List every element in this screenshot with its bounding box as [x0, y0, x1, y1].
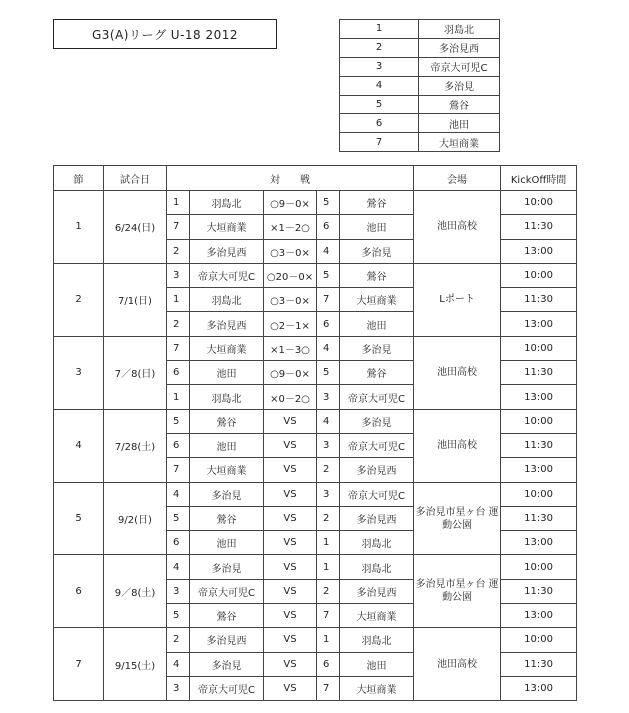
home-team-name: 多治見: [190, 555, 264, 579]
away-team-number: 1: [317, 531, 340, 555]
round-number: 7: [54, 628, 104, 701]
home-team-name: 鶯谷: [190, 506, 264, 530]
team-number: 2: [340, 38, 419, 57]
away-team-name: 多治見西: [340, 458, 414, 482]
match-date: 7/28(土): [104, 409, 167, 482]
match-score: VS: [264, 652, 317, 676]
kickoff-time: 10:00: [501, 263, 577, 287]
away-team-number: 3: [317, 482, 340, 506]
match-score: ○9－0×: [264, 191, 317, 215]
home-team-number: 3: [167, 263, 190, 287]
kickoff-time: 11:30: [501, 579, 577, 603]
match-score: ○3－0×: [264, 239, 317, 263]
away-team-number: 5: [317, 191, 340, 215]
kickoff-time: 13:00: [501, 458, 577, 482]
home-team-number: 2: [167, 239, 190, 263]
kickoff-time: 10:00: [501, 191, 577, 215]
away-team-name: 大垣商業: [340, 676, 414, 700]
home-team-name: 帝京大可児C: [190, 676, 264, 700]
venue: 池田高校: [414, 336, 501, 409]
away-team-name: 多治見西: [340, 579, 414, 603]
home-team-number: 2: [167, 628, 190, 652]
away-team-name: 大垣商業: [340, 604, 414, 628]
match-score: VS: [264, 433, 317, 457]
match-score: VS: [264, 579, 317, 603]
kickoff-time: 11:30: [501, 506, 577, 530]
match-score: VS: [264, 604, 317, 628]
away-team-name: 多治見: [340, 239, 414, 263]
header-row: [54, 166, 577, 191]
home-team-number: 5: [167, 409, 190, 433]
away-team-name: 羽島北: [340, 628, 414, 652]
legend-row: [340, 38, 500, 57]
header-match: 対 戦: [167, 166, 414, 191]
round-number: 5: [54, 482, 104, 555]
away-team-number: 5: [317, 361, 340, 385]
team-number: 6: [340, 114, 419, 133]
round-number: 6: [54, 555, 104, 628]
home-team-name: 大垣商業: [190, 215, 264, 239]
team-number: 1: [340, 20, 419, 39]
home-team-name: 大垣商業: [190, 336, 264, 360]
schedule-table: [53, 165, 577, 701]
legend-row: [340, 57, 500, 76]
away-team-name: 池田: [340, 215, 414, 239]
page-title: G3(A)リーグ U-18 2012: [53, 19, 277, 49]
away-team-number: 4: [317, 336, 340, 360]
home-team-number: 6: [167, 433, 190, 457]
match-row: [54, 263, 577, 287]
home-team-number: 1: [167, 191, 190, 215]
kickoff-time: 11:30: [501, 433, 577, 457]
home-team-name: 羽島北: [190, 191, 264, 215]
kickoff-time: 10:00: [501, 555, 577, 579]
legend-row: [340, 95, 500, 114]
match-score: VS: [264, 676, 317, 700]
match-score: VS: [264, 531, 317, 555]
away-team-name: 多治見: [340, 409, 414, 433]
kickoff-time: 13:00: [501, 604, 577, 628]
home-team-name: 帝京大可児C: [190, 263, 264, 287]
home-team-number: 2: [167, 312, 190, 336]
home-team-name: 羽島北: [190, 385, 264, 409]
home-team-number: 1: [167, 385, 190, 409]
match-score: ○2－1×: [264, 312, 317, 336]
kickoff-time: 11:30: [501, 361, 577, 385]
home-team-number: 4: [167, 555, 190, 579]
away-team-name: 池田: [340, 652, 414, 676]
away-team-name: 帝京大可児C: [340, 433, 414, 457]
away-team-name: 帝京大可児C: [340, 385, 414, 409]
team-name: 池田: [419, 114, 500, 133]
team-name: 大垣商業: [419, 133, 500, 152]
match-score: ×1－3○: [264, 336, 317, 360]
header-date: 試合日: [104, 166, 167, 191]
kickoff-time: 11:30: [501, 215, 577, 239]
away-team-number: 6: [317, 215, 340, 239]
team-number: 7: [340, 133, 419, 152]
home-team-name: 池田: [190, 531, 264, 555]
home-team-name: 鶯谷: [190, 604, 264, 628]
home-team-number: 7: [167, 458, 190, 482]
kickoff-time: 10:00: [501, 482, 577, 506]
away-team-number: 3: [317, 433, 340, 457]
match-score: ×0－2○: [264, 385, 317, 409]
kickoff-time: 13:00: [501, 676, 577, 700]
team-legend-table: [339, 19, 500, 152]
team-number: 5: [340, 95, 419, 114]
home-team-number: 3: [167, 579, 190, 603]
venue: 多治見市星ヶ台 運動公園: [414, 555, 501, 628]
match-row: [54, 191, 577, 215]
home-team-number: 7: [167, 215, 190, 239]
match-score: VS: [264, 482, 317, 506]
away-team-number: 7: [317, 288, 340, 312]
match-row: [54, 628, 577, 652]
round-number: 1: [54, 191, 104, 264]
header-kickoff: KickOff時間: [501, 166, 577, 191]
kickoff-time: 13:00: [501, 312, 577, 336]
home-team-name: 多治見: [190, 482, 264, 506]
away-team-name: 多治見西: [340, 506, 414, 530]
home-team-name: 帝京大可児C: [190, 579, 264, 603]
home-team-name: 多治見: [190, 652, 264, 676]
home-team-number: 6: [167, 531, 190, 555]
away-team-name: 鶯谷: [340, 361, 414, 385]
header-round: 節: [54, 166, 104, 191]
venue: 多治見市星ヶ台 運動公園: [414, 482, 501, 555]
match-date: 7／8(日): [104, 336, 167, 409]
home-team-number: 7: [167, 336, 190, 360]
legend-row: [340, 20, 500, 39]
away-team-number: 1: [317, 628, 340, 652]
team-name: 鶯谷: [419, 95, 500, 114]
legend-row: [340, 76, 500, 95]
home-team-number: 5: [167, 506, 190, 530]
match-score: ×1－2○: [264, 215, 317, 239]
kickoff-time: 11:30: [501, 652, 577, 676]
match-row: [54, 336, 577, 360]
away-team-number: 1: [317, 555, 340, 579]
kickoff-time: 13:00: [501, 239, 577, 263]
match-date: 9／8(土): [104, 555, 167, 628]
away-team-number: 7: [317, 604, 340, 628]
team-name: 帝京大可児C: [419, 57, 500, 76]
match-score: VS: [264, 555, 317, 579]
match-row: [54, 409, 577, 433]
away-team-name: 池田: [340, 312, 414, 336]
legend-row: [340, 133, 500, 152]
home-team-name: 羽島北: [190, 288, 264, 312]
away-team-name: 鶯谷: [340, 191, 414, 215]
kickoff-time: 13:00: [501, 385, 577, 409]
away-team-name: 帝京大可児C: [340, 482, 414, 506]
away-team-number: 3: [317, 385, 340, 409]
home-team-number: 6: [167, 361, 190, 385]
away-team-number: 2: [317, 579, 340, 603]
match-date: 9/2(日): [104, 482, 167, 555]
home-team-name: 多治見西: [190, 312, 264, 336]
match-score: VS: [264, 506, 317, 530]
away-team-name: 羽島北: [340, 531, 414, 555]
round-number: 4: [54, 409, 104, 482]
away-team-name: 鶯谷: [340, 263, 414, 287]
match-score: VS: [264, 409, 317, 433]
away-team-number: 2: [317, 506, 340, 530]
home-team-name: 多治見西: [190, 239, 264, 263]
away-team-number: 5: [317, 263, 340, 287]
round-number: 2: [54, 263, 104, 336]
home-team-name: 大垣商業: [190, 458, 264, 482]
match-date: 6/24(日): [104, 191, 167, 264]
away-team-number: 4: [317, 409, 340, 433]
match-date: 7/1(日): [104, 263, 167, 336]
kickoff-time: 10:00: [501, 409, 577, 433]
round-number: 3: [54, 336, 104, 409]
away-team-number: 7: [317, 676, 340, 700]
home-team-number: 5: [167, 604, 190, 628]
team-name: 多治見: [419, 76, 500, 95]
team-name: 多治見西: [419, 38, 500, 57]
home-team-number: 4: [167, 652, 190, 676]
kickoff-time: 10:00: [501, 628, 577, 652]
match-score: ○9－0×: [264, 361, 317, 385]
team-number: 3: [340, 57, 419, 76]
kickoff-time: 11:30: [501, 288, 577, 312]
home-team-number: 1: [167, 288, 190, 312]
venue: 池田高校: [414, 409, 501, 482]
kickoff-time: 10:00: [501, 336, 577, 360]
away-team-number: 2: [317, 458, 340, 482]
venue: Lポート: [414, 263, 501, 336]
away-team-number: 6: [317, 652, 340, 676]
away-team-name: 大垣商業: [340, 288, 414, 312]
match-score: VS: [264, 458, 317, 482]
team-number: 4: [340, 76, 419, 95]
home-team-name: 池田: [190, 361, 264, 385]
match-score: ○3－0×: [264, 288, 317, 312]
home-team-number: 4: [167, 482, 190, 506]
home-team-name: 池田: [190, 433, 264, 457]
match-score: VS: [264, 628, 317, 652]
kickoff-time: 13:00: [501, 531, 577, 555]
away-team-number: 4: [317, 239, 340, 263]
home-team-number: 3: [167, 676, 190, 700]
away-team-name: 多治見: [340, 336, 414, 360]
header-venue: 会場: [414, 166, 501, 191]
team-name: 羽島北: [419, 20, 500, 39]
match-row: [54, 555, 577, 579]
home-team-name: 鶯谷: [190, 409, 264, 433]
venue: 池田高校: [414, 628, 501, 701]
match-date: 9/15(土): [104, 628, 167, 701]
home-team-name: 多治見西: [190, 628, 264, 652]
away-team-name: 羽島北: [340, 555, 414, 579]
legend-row: [340, 114, 500, 133]
match-score: ○20－0×: [264, 263, 317, 287]
venue: 池田高校: [414, 191, 501, 264]
away-team-number: 6: [317, 312, 340, 336]
match-row: [54, 482, 577, 506]
